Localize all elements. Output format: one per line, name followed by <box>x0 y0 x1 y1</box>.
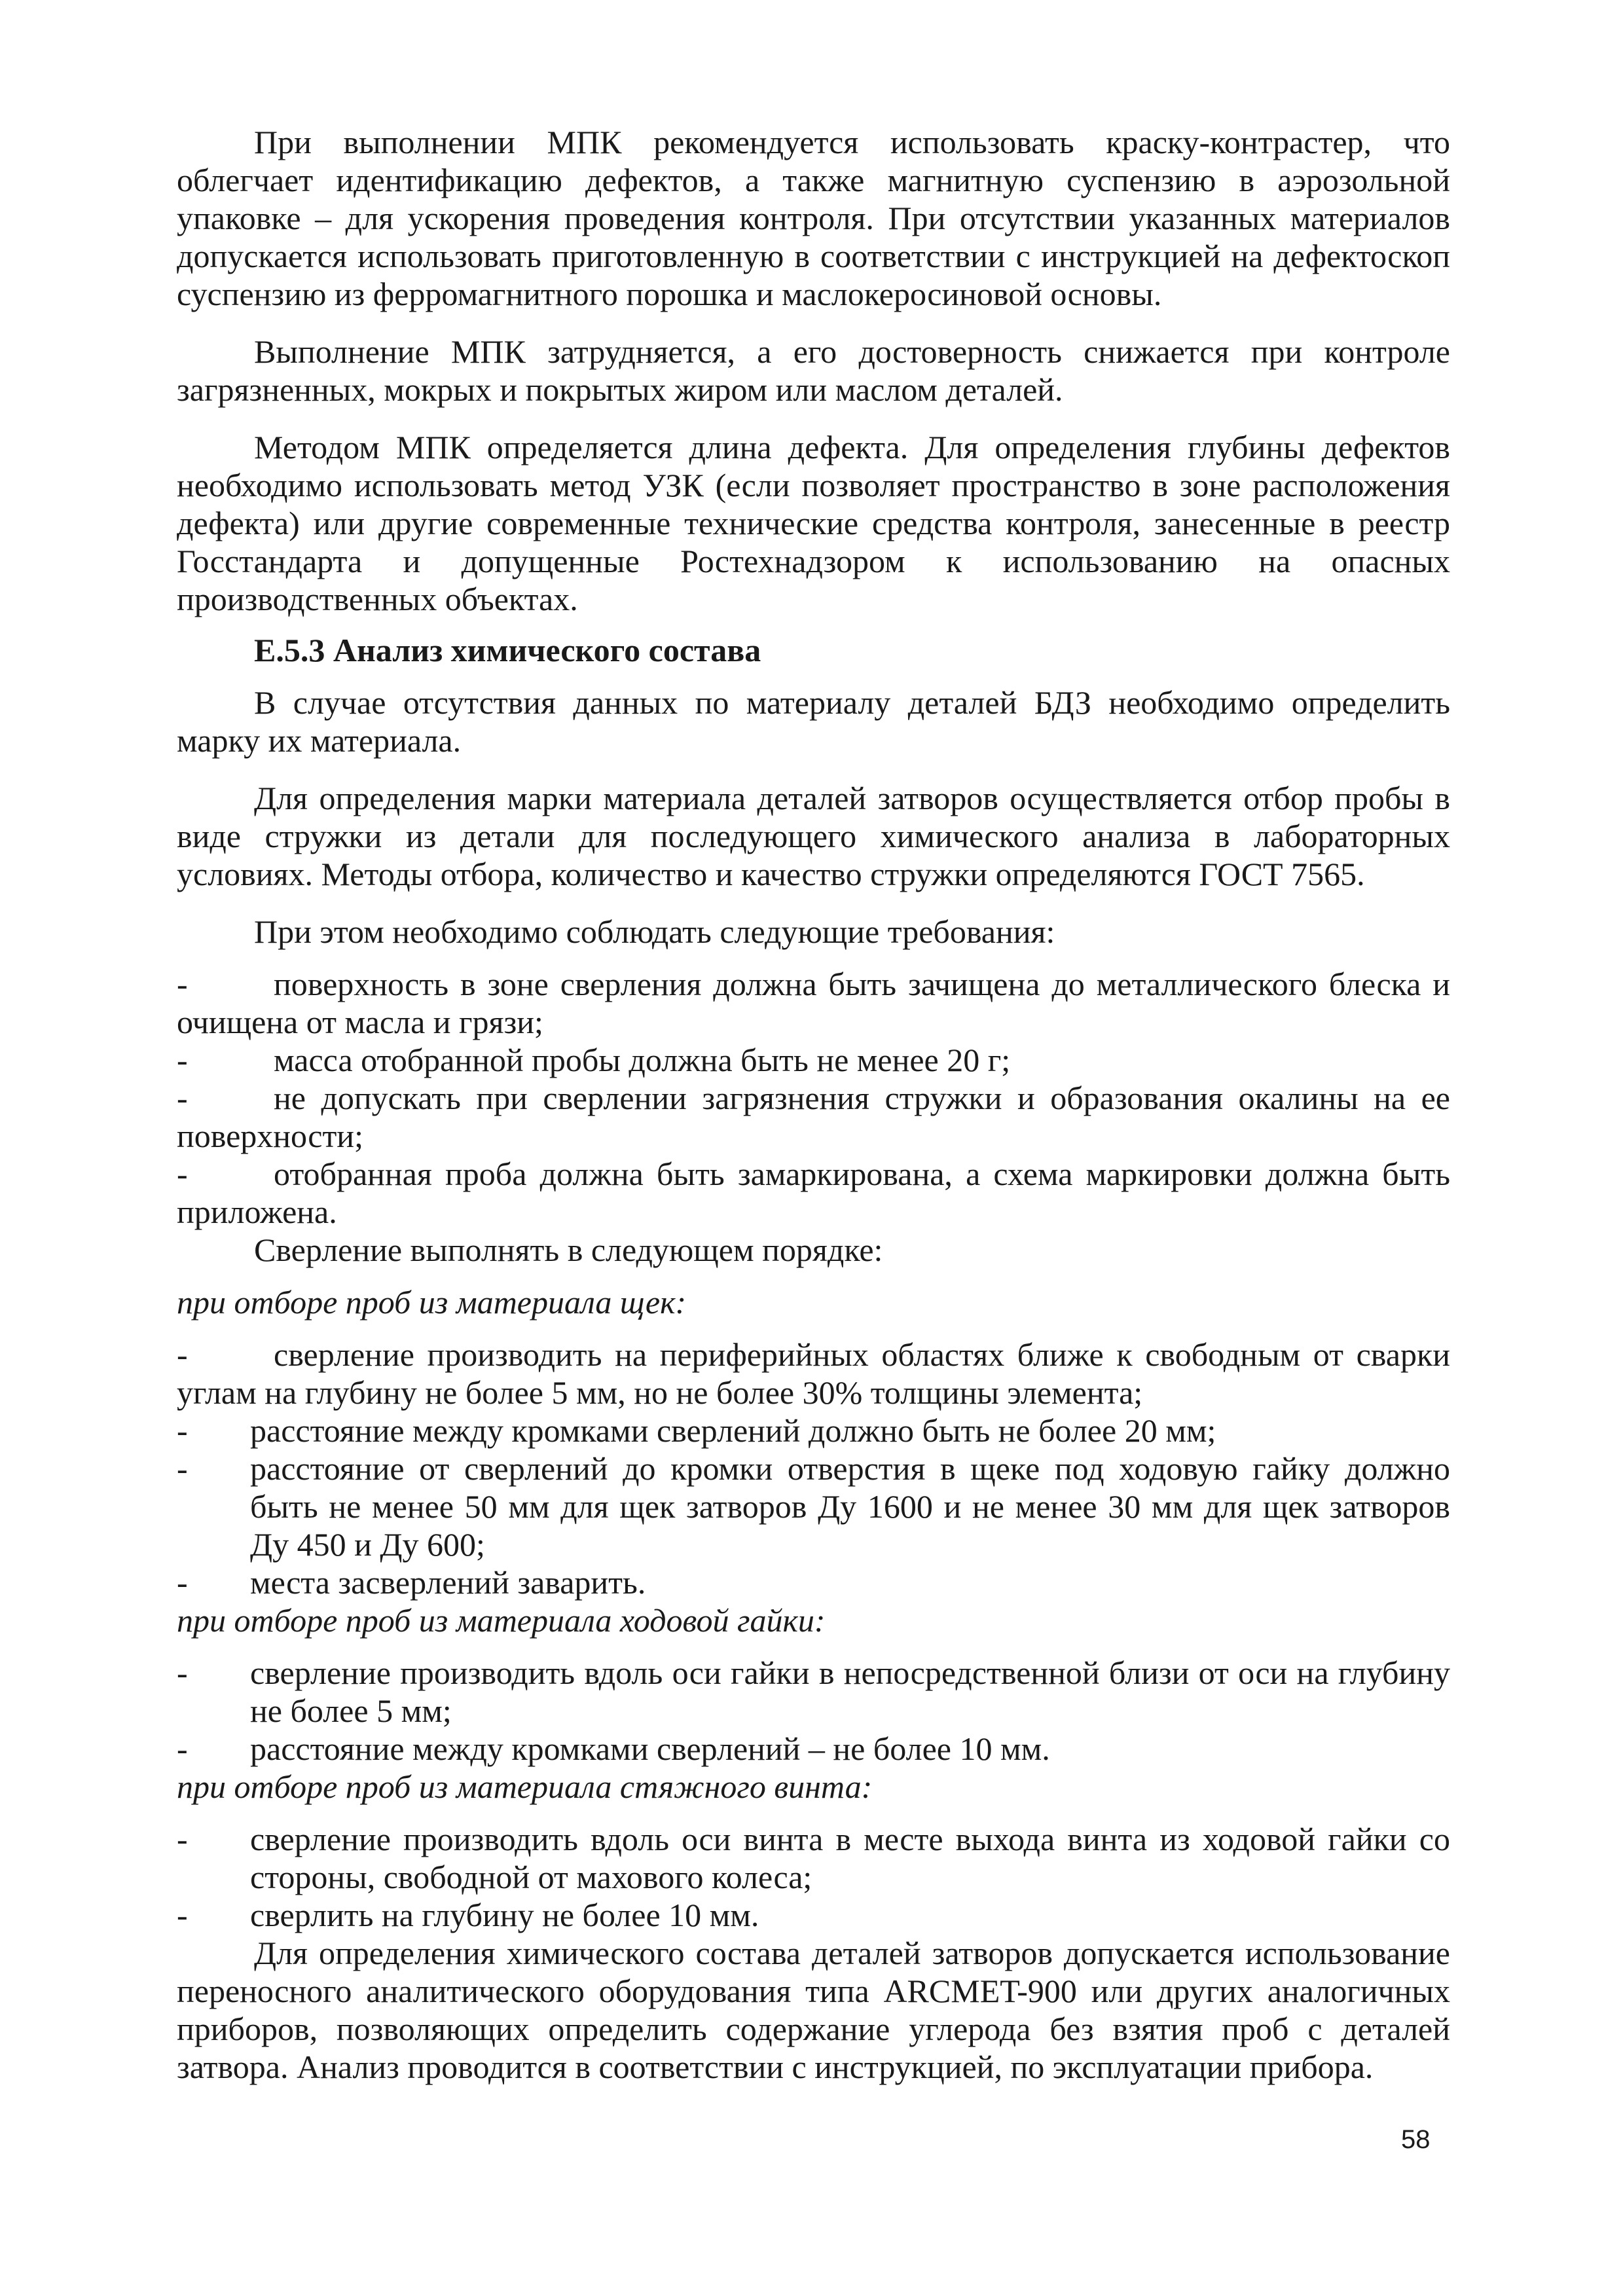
list-item <box>177 1896 1450 1934</box>
document-body <box>177 123 1450 2086</box>
list-item <box>177 1412 1450 1449</box>
list-item <box>177 1820 1450 1896</box>
paragraph-missing-data: В случае отсутствия данных по материалу деталей БДЗ необходимо определить марку их материала. <box>177 684 1450 759</box>
list-dash: - <box>177 1156 188 1192</box>
list-item-text: расстояние между кромками сверлений должно быть не более 20 мм; <box>250 1412 1216 1449</box>
paragraph-drilling-order: Сверление выполнять в следующем порядке: <box>254 1231 883 1268</box>
paragraph-mpk-limitations: Выполнение МПК затрудняется, а его достоверность снижается при контроле загрязненных, мокрых и покрытых жиром или маслом деталей. <box>177 333 1450 408</box>
list-item-text: расстояние между кромками сверлений – не более 10 мм. <box>250 1730 1050 1767</box>
list-dash: - <box>177 1730 188 1767</box>
cheeks-label: при отборе проб из материала щек: <box>177 1284 687 1321</box>
list-dash: - <box>177 1821 188 1857</box>
screw-list <box>177 1820 1450 1934</box>
list-item <box>177 1155 1450 1231</box>
list-item-text: поверхность в зоне сверления должна быть зачищена до металлического блеска и очищена от масла и грязи; <box>177 966 1450 1040</box>
list-item <box>177 1563 1450 1601</box>
list-dash: - <box>177 1654 188 1691</box>
page-number: 58 <box>1401 2125 1431 2154</box>
list-dash: - <box>177 1450 188 1487</box>
list-item <box>177 1654 1450 1730</box>
list-item <box>177 1041 1450 1079</box>
list-item-text: сверление производить на периферийных областях ближе к свободным от сварки углам на глубину не более 5 мм, но не более 30% толщины элемента; <box>177 1336 1450 1411</box>
paragraph-mpk-materials: При выполнении МПК рекомендуется использовать краску-контрастер, что облегчает идентификацию дефектов, а также магнитную суспензию в аэрозольной упаковке – для ускорения проведения контроля. При отсутствии указанных материалов допускается использовать приготовленную в соответствии с инструкцией на дефектоскоп суспензию из ферромагнитного порошка и маслокеросиновой основы. <box>177 124 1450 312</box>
list-item <box>177 965 1450 1041</box>
list-item-text: сверление производить вдоль оси гайки в непосредственной близи от оси на глубину не более 5 мм; <box>250 1654 1450 1729</box>
list-item-text: сверлить на глубину не более 10 мм. <box>250 1897 759 1933</box>
paragraph-defect-depth: Методом МПК определяется длина дефекта. Для определения глубины дефектов необходимо использовать метод УЗК (если позволяет пространство в зоне расположения дефекта) или другие современные технические средства контроля, занесенные в реестр Госстандарта и допущенные Ростехнадзором к использованию на опасных производственных объектах. <box>177 429 1450 617</box>
nut-label: при отборе проб из материала ходовой гайки: <box>177 1602 826 1639</box>
section-heading: Е.5.3 Анализ химического состава <box>254 632 761 668</box>
nut-list <box>177 1654 1450 1768</box>
list-item <box>177 1449 1450 1563</box>
screw-label: при отборе проб из материала стяжного винта: <box>177 1768 873 1805</box>
list-item-text: отобранная проба должна быть замаркирована, а схема маркировки должна быть приложена. <box>177 1156 1450 1230</box>
list-item-text: масса отобранной пробы должна быть не менее 20 г; <box>274 1042 1011 1078</box>
list-dash: - <box>177 1080 188 1116</box>
list-item <box>177 1079 1450 1155</box>
requirements-list <box>177 965 1450 1231</box>
list-item <box>177 1336 1450 1412</box>
list-dash: - <box>177 1564 188 1601</box>
paragraph-requirements-intro: При этом необходимо соблюдать следующие требования: <box>254 913 1055 950</box>
list-dash: - <box>177 1042 188 1078</box>
paragraph-arcmet: Для определения химического состава деталей затворов допускается использование переносного аналитического оборудования типа ARCMET-900 или других аналогичных приборов, позволяющих определить содержание углерода без взятия проб с деталей затвора. Анализ проводится в соответствии с инструкцией, по эксплуатации прибора. <box>177 1935 1450 2085</box>
list-dash: - <box>177 1412 188 1449</box>
list-item <box>177 1730 1450 1768</box>
list-item-text: места засверлений заварить. <box>250 1564 646 1601</box>
list-item-text: не допускать при сверлении загрязнения стружки и образования окалины на ее поверхности; <box>177 1080 1450 1154</box>
list-item-text: сверление производить вдоль оси винта в месте выхода винта из ходовой гайки со стороны, свободной от махового колеса; <box>250 1821 1450 1895</box>
list-dash: - <box>177 1897 188 1933</box>
cheeks-list <box>177 1336 1450 1601</box>
list-dash: - <box>177 1336 188 1373</box>
paragraph-sampling: Для определения марки материала деталей затворов осуществляется отбор пробы в виде стружки из детали для последующего химического анализа в лабораторных условиях. Методы отбора, количество и качество стружки определяются ГОСТ 7565. <box>177 780 1450 892</box>
list-dash: - <box>177 966 188 1002</box>
list-item-text: расстояние от сверлений до кромки отверстия в щеке под ходовую гайку должно быть не менее 50 мм для щек затворов Ду 1600 и не менее 30 мм для щек затворов Ду 450 и Ду 600; <box>250 1450 1450 1563</box>
